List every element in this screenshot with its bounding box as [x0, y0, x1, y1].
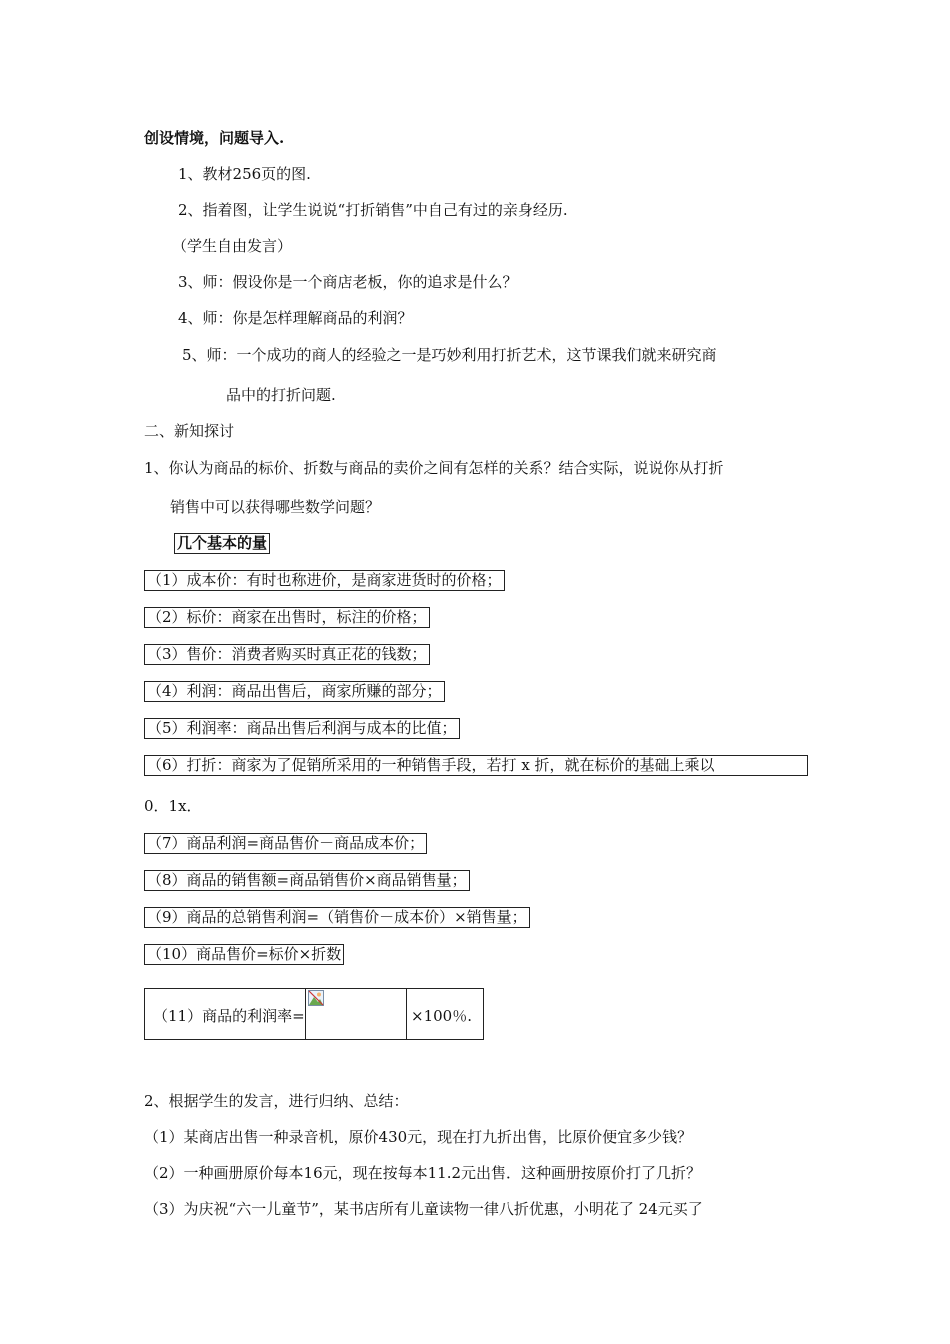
definition-6-cont: 0．1x． [144, 797, 202, 815]
definition-2: （2）标价：商家在出售时，标注的价格； [144, 607, 430, 628]
intro-item-4: 3、师：假设你是一个商店老板，你的追求是什么？ [178, 273, 518, 291]
intro-item-3: （学生自由发言） [172, 237, 293, 255]
definition-7: （7）商品利润=商品售价－商品成本价； [144, 833, 427, 854]
section-title-new: 二、新知探讨 [144, 422, 235, 440]
formula-image-cell [305, 988, 407, 1040]
definition-8: （8）商品的销售额=商品销售价×商品销售量； [144, 870, 470, 891]
intro-item-5: 4、师：你是怎样理解商品的利润？ [178, 309, 413, 327]
summary-item-2: （2）一种画册原价每本16元，现在按每本11.2元出售．这种画册按原价打了几折？ [144, 1164, 702, 1182]
intro-item-1: 1、教材256页的图. [178, 165, 311, 183]
summary-item-3: （3）为庆祝“六一儿童节”，某书店所有儿童读物一律八折优惠，小明花了 24元买了 [144, 1200, 703, 1218]
definition-4: （4）利润：商品出售后，商家所赚的部分； [144, 681, 445, 702]
intro-item-2: 2、指着图，让学生说说“打折销售”中自己有过的亲身经历. [178, 201, 568, 219]
definition-6: （6）打折：商家为了促销所采用的一种销售手段，若打 x 折，就在标价的基础上乘以 [144, 755, 808, 776]
profit-rate-suffix: ×100％. [411, 1007, 472, 1025]
definition-1: （1）成本价：有时也称进价，是商家进货时的价格； [144, 570, 505, 591]
section-title-summary: 2、根据学生的发言，进行归纳、总结： [144, 1092, 409, 1110]
definition-9: （9）商品的总销售利润=（销售价－成本价）×销售量； [144, 907, 530, 928]
definition-5: （5）利润率：商品出售后利润与成本的比值； [144, 718, 460, 739]
basic-quantities-heading: 几个基本的量 [174, 533, 270, 554]
profit-rate-formula [144, 988, 484, 1040]
broken-image-icon [308, 990, 324, 1006]
definition-10: （10）商品售价=标价×折数 [144, 944, 344, 965]
section-title-intro: 创设情境，问题导入. [144, 129, 285, 147]
summary-item-1: （1）某商店出售一种录音机，原价430元，现在打九折出售，比原价便宜多少钱？ [144, 1128, 693, 1146]
intro-item-6-cont: 品中的打折问题. [226, 386, 336, 404]
question-1-line-2: 销售中可以获得哪些数学问题？ [170, 498, 381, 516]
profit-rate-label: （11）商品的利润率= [153, 1007, 305, 1025]
definition-3: （3）售价：消费者购买时真正花的钱数； [144, 644, 430, 665]
question-1-line-1: 1、你认为商品的标价、折数与商品的卖价之间有怎样的关系？结合实际，说说你从打折 [144, 459, 724, 477]
intro-item-6: 5、师：一个成功的商人的经验之一是巧妙利用打折艺术，这节课我们就来研究商 [182, 346, 717, 364]
